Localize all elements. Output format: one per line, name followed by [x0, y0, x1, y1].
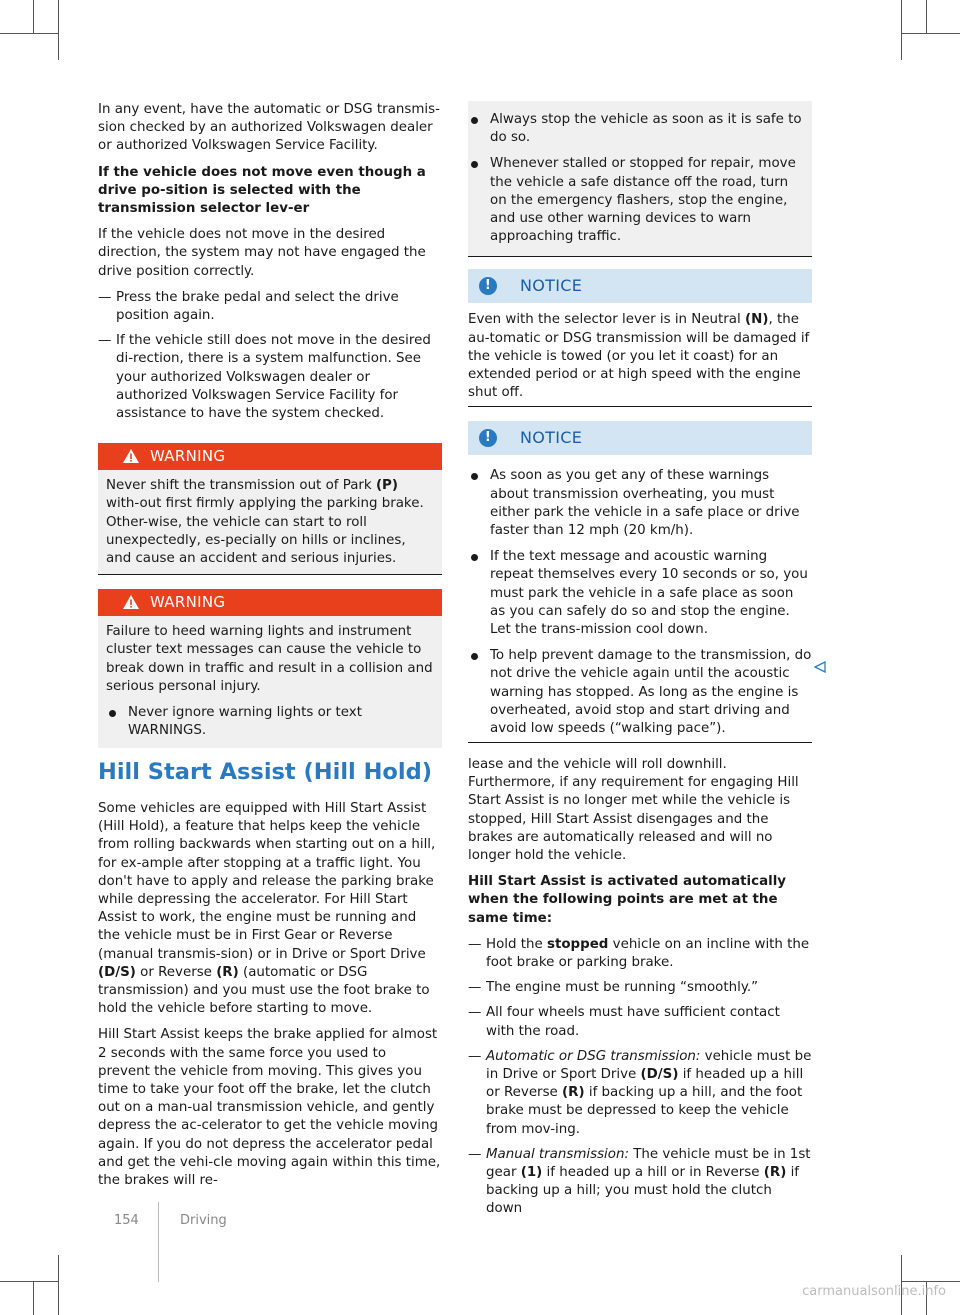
- bullet-text: As soon as you get any of these warnings about transmission overheating, you must either park the vehicle in a safe place or drive faster than 12 mph (20 km/h).: [490, 468, 800, 539]
- dash-item: [468, 936, 812, 972]
- warning-continued-box: [468, 101, 812, 256]
- bullet-item: [468, 111, 804, 147]
- divider: [98, 574, 442, 575]
- text-part: (automatic or DSG transmission) and you must use the foot brake to hold the vehicle before starting to move.: [98, 964, 430, 1017]
- text-part: if headed up a hill or Reverse: [486, 1067, 804, 1101]
- right-column-bottom: [468, 756, 812, 1226]
- bullet-icon: [471, 117, 478, 124]
- crop-mark: [58, 0, 59, 60]
- bullet-text: Whenever stalled or stopped for repair, move the vehicle a safe distance off the road, turn on the emergency flashers, stop the engine, and use other warning devices to warn approaching traffic.: [490, 156, 796, 245]
- footer-divider: [158, 1202, 159, 1282]
- warning-triangle-icon: [122, 594, 140, 610]
- notice-body: [468, 303, 812, 406]
- gear-code: (D/S): [98, 964, 136, 980]
- text-part: The vehicle must be in 1st gear: [486, 1146, 811, 1181]
- warning-triangle-icon: [122, 448, 140, 464]
- text-part: vehicle on an incline with the foot brake or parking brake.: [486, 936, 810, 971]
- bullet-icon: [471, 653, 478, 660]
- left-column-top: [98, 101, 442, 748]
- dash-item: [468, 1048, 812, 1139]
- left-column-bottom: [98, 758, 442, 1198]
- warning-text-part: Never shift the transmission out of Park: [106, 478, 376, 494]
- crop-mark: [33, 0, 34, 33]
- crop-mark: [0, 33, 58, 34]
- paragraph: If the vehicle does not move in the desired direction, the system may not have engaged the drive position correctly.: [98, 227, 426, 279]
- paragraph: lease and the vehicle will roll downhill. Furthermore, if any requirement for engaging Hill Start Assist is no longer met while the vehicle is stopped, Hill Start Assist disengages and the brakes are automatically released and will no longer hold the vehicle.: [468, 757, 799, 864]
- page-number: 154: [114, 1213, 139, 1228]
- warning-label: WARNING: [150, 593, 226, 612]
- notice-text: [468, 311, 812, 402]
- text-part: if backing up a hill; you must hold the clutch down: [486, 1165, 800, 1217]
- notice-exclamation-icon: !: [479, 429, 497, 447]
- text-part: if backing up a hill, and the foot brake must be depressed to keep the vehicle from mov-ing.: [486, 1085, 803, 1137]
- bullet-item: [468, 467, 812, 540]
- divider: [468, 406, 812, 407]
- dash-item: — If the vehicle still does not move in the desired di-rection, there is a system malfunction. See your authorized Volkswagen dealer or authorized Volkswagen Service Facility for assistance to have the system checked.: [98, 332, 442, 423]
- warning-text: Failure to heed warning lights and instrument cluster text messages can cause the vehicle to break down in traffic and result in a collision and serious personal injury.: [106, 624, 433, 694]
- text-part: vehicle must be in Drive or Sport Drive: [486, 1048, 812, 1083]
- text-part: Hold the: [486, 936, 547, 952]
- italic-label: Automatic or DSG transmission:: [486, 1048, 701, 1064]
- notice-text-part: , the au-tomatic or DSG transmission will be damaged if the vehicle is towed (or you let it coast) for an extended period or at high speed with the engine shut off.: [468, 312, 810, 401]
- italic-label: Manual transmission:: [486, 1146, 629, 1162]
- paragraph: In any event, have the automatic or DSG transmis-sion checked by an authorized Volkswagen dealer or authorized Volkswagen Service Facility.: [98, 102, 440, 154]
- gear-code: (1): [520, 1165, 543, 1181]
- bullet-text: Never ignore warning lights or text WARNINGS.: [128, 705, 362, 739]
- paragraph: [98, 800, 442, 1018]
- warning-box: [98, 443, 442, 574]
- notice-header: [468, 269, 812, 303]
- bullet-item: [468, 155, 804, 246]
- notice-text-part: Even with the selector lever is in Neutral: [468, 312, 745, 328]
- gear-code: (R): [763, 1165, 787, 1181]
- warning-text: [106, 477, 434, 568]
- emphasis: stopped: [546, 936, 609, 952]
- divider: [468, 742, 812, 743]
- bullet-item: [106, 704, 434, 740]
- crop-mark: [901, 0, 902, 60]
- divider: [468, 256, 812, 257]
- watermark: carmanualsonline.info: [802, 1283, 946, 1299]
- footer-section-name: Driving: [180, 1213, 227, 1228]
- dash-item: — The engine must be running “smoothly.”: [468, 979, 812, 997]
- paragraph: Hill Start Assist keeps the brake applied for almost 2 seconds with the same force you used to prevent the vehicle from moving. This gives you time to take your foot off the brake, let the clutch out on a man-ual transmission vehicle, and gently depress the ac-celerator to get the vehicle moving again. If you do not depress the accelerator pedal and get the vehi-cle moving again within this time, the brakes will re-: [98, 1027, 441, 1189]
- crop-mark: [926, 0, 927, 33]
- bullet-text: To help prevent damage to the transmission, do not drive the vehicle again until the acoustic warning has stopped. As long as the engine is overheated, avoid stop and start driving and avoid low speeds (“walking pace”).: [490, 648, 812, 737]
- bullet-item: [468, 647, 812, 738]
- dash-item: — Press the brake pedal and select the drive position again.: [98, 289, 442, 325]
- gear-code: (D/S): [640, 1067, 679, 1083]
- text-part: or Reverse: [135, 964, 217, 980]
- notice-exclamation-icon: !: [479, 277, 497, 295]
- bullet-item: [468, 548, 812, 639]
- subheading: Hill Start Assist is activated automatically when the following points are met at the same time:: [468, 874, 787, 926]
- bullet-icon: [471, 161, 478, 168]
- bullet-icon: [109, 710, 116, 717]
- warning-label: WARNING: [150, 447, 226, 466]
- bullet-text: Always stop the vehicle as soon as it is safe to do so.: [490, 112, 802, 146]
- notice-label: NOTICE: [520, 428, 583, 448]
- end-of-section-triangle-icon: [814, 661, 826, 673]
- bullet-text: If the text message and acoustic warning repeat themselves every 10 seconds or so, you must park the vehicle in a safe place as soon as you can safely do so and stop the engine. Let the trans-mission cool down.: [490, 549, 808, 638]
- crop-mark: [0, 1281, 58, 1282]
- crop-mark: [58, 1255, 59, 1315]
- bullet-icon: [471, 473, 478, 480]
- dash-item: [468, 1146, 812, 1219]
- warning-box: [98, 589, 442, 748]
- crop-mark: [901, 33, 960, 34]
- text-part: if headed up a hill or in Reverse: [542, 1165, 764, 1181]
- text-part: Some vehicles are equipped with Hill Start Assist (Hill Hold), a feature that helps keep the vehicle from rolling backwards when starting out on a hill, for ex-ample after stopping at a traffic light. You don't have to apply and release the parking brake while depressing the accelerator. For Hill Start Assist to work, the engine must be running and the vehicle must be in First Gear or Reverse (manual transmis-sion) or in Drive or Sport Drive: [98, 801, 436, 962]
- notice-label: NOTICE: [520, 276, 583, 296]
- warning-body: [98, 470, 442, 574]
- gear-code: (P): [375, 478, 398, 494]
- dash-item: — All four wheels must have sufficient contact with the road.: [468, 1004, 812, 1040]
- bullet-icon: [471, 554, 478, 561]
- gear-code: (R): [216, 964, 239, 980]
- warning-text-part: with-out first firmly applying the parking brake. Other-wise, the vehicle can start to roll unexpectedly, es-pecially on hills or inclines, and cause an accident and serious injuries.: [106, 496, 424, 567]
- gear-code: (R): [562, 1085, 585, 1101]
- warning-header: [98, 589, 442, 616]
- warning-header: [98, 443, 442, 470]
- warning-body: [98, 616, 442, 748]
- subheading: If the vehicle does not move even though a drive po-sition is selected with the transmission selector lev-er: [98, 164, 426, 217]
- crop-mark: [33, 1281, 34, 1315]
- section-title: Hill Start Assist (Hill Hold): [98, 759, 432, 785]
- notice-body: [468, 455, 812, 742]
- gear-code: (N): [745, 312, 769, 328]
- notice-header: [468, 421, 812, 455]
- right-column-top: [468, 101, 812, 743]
